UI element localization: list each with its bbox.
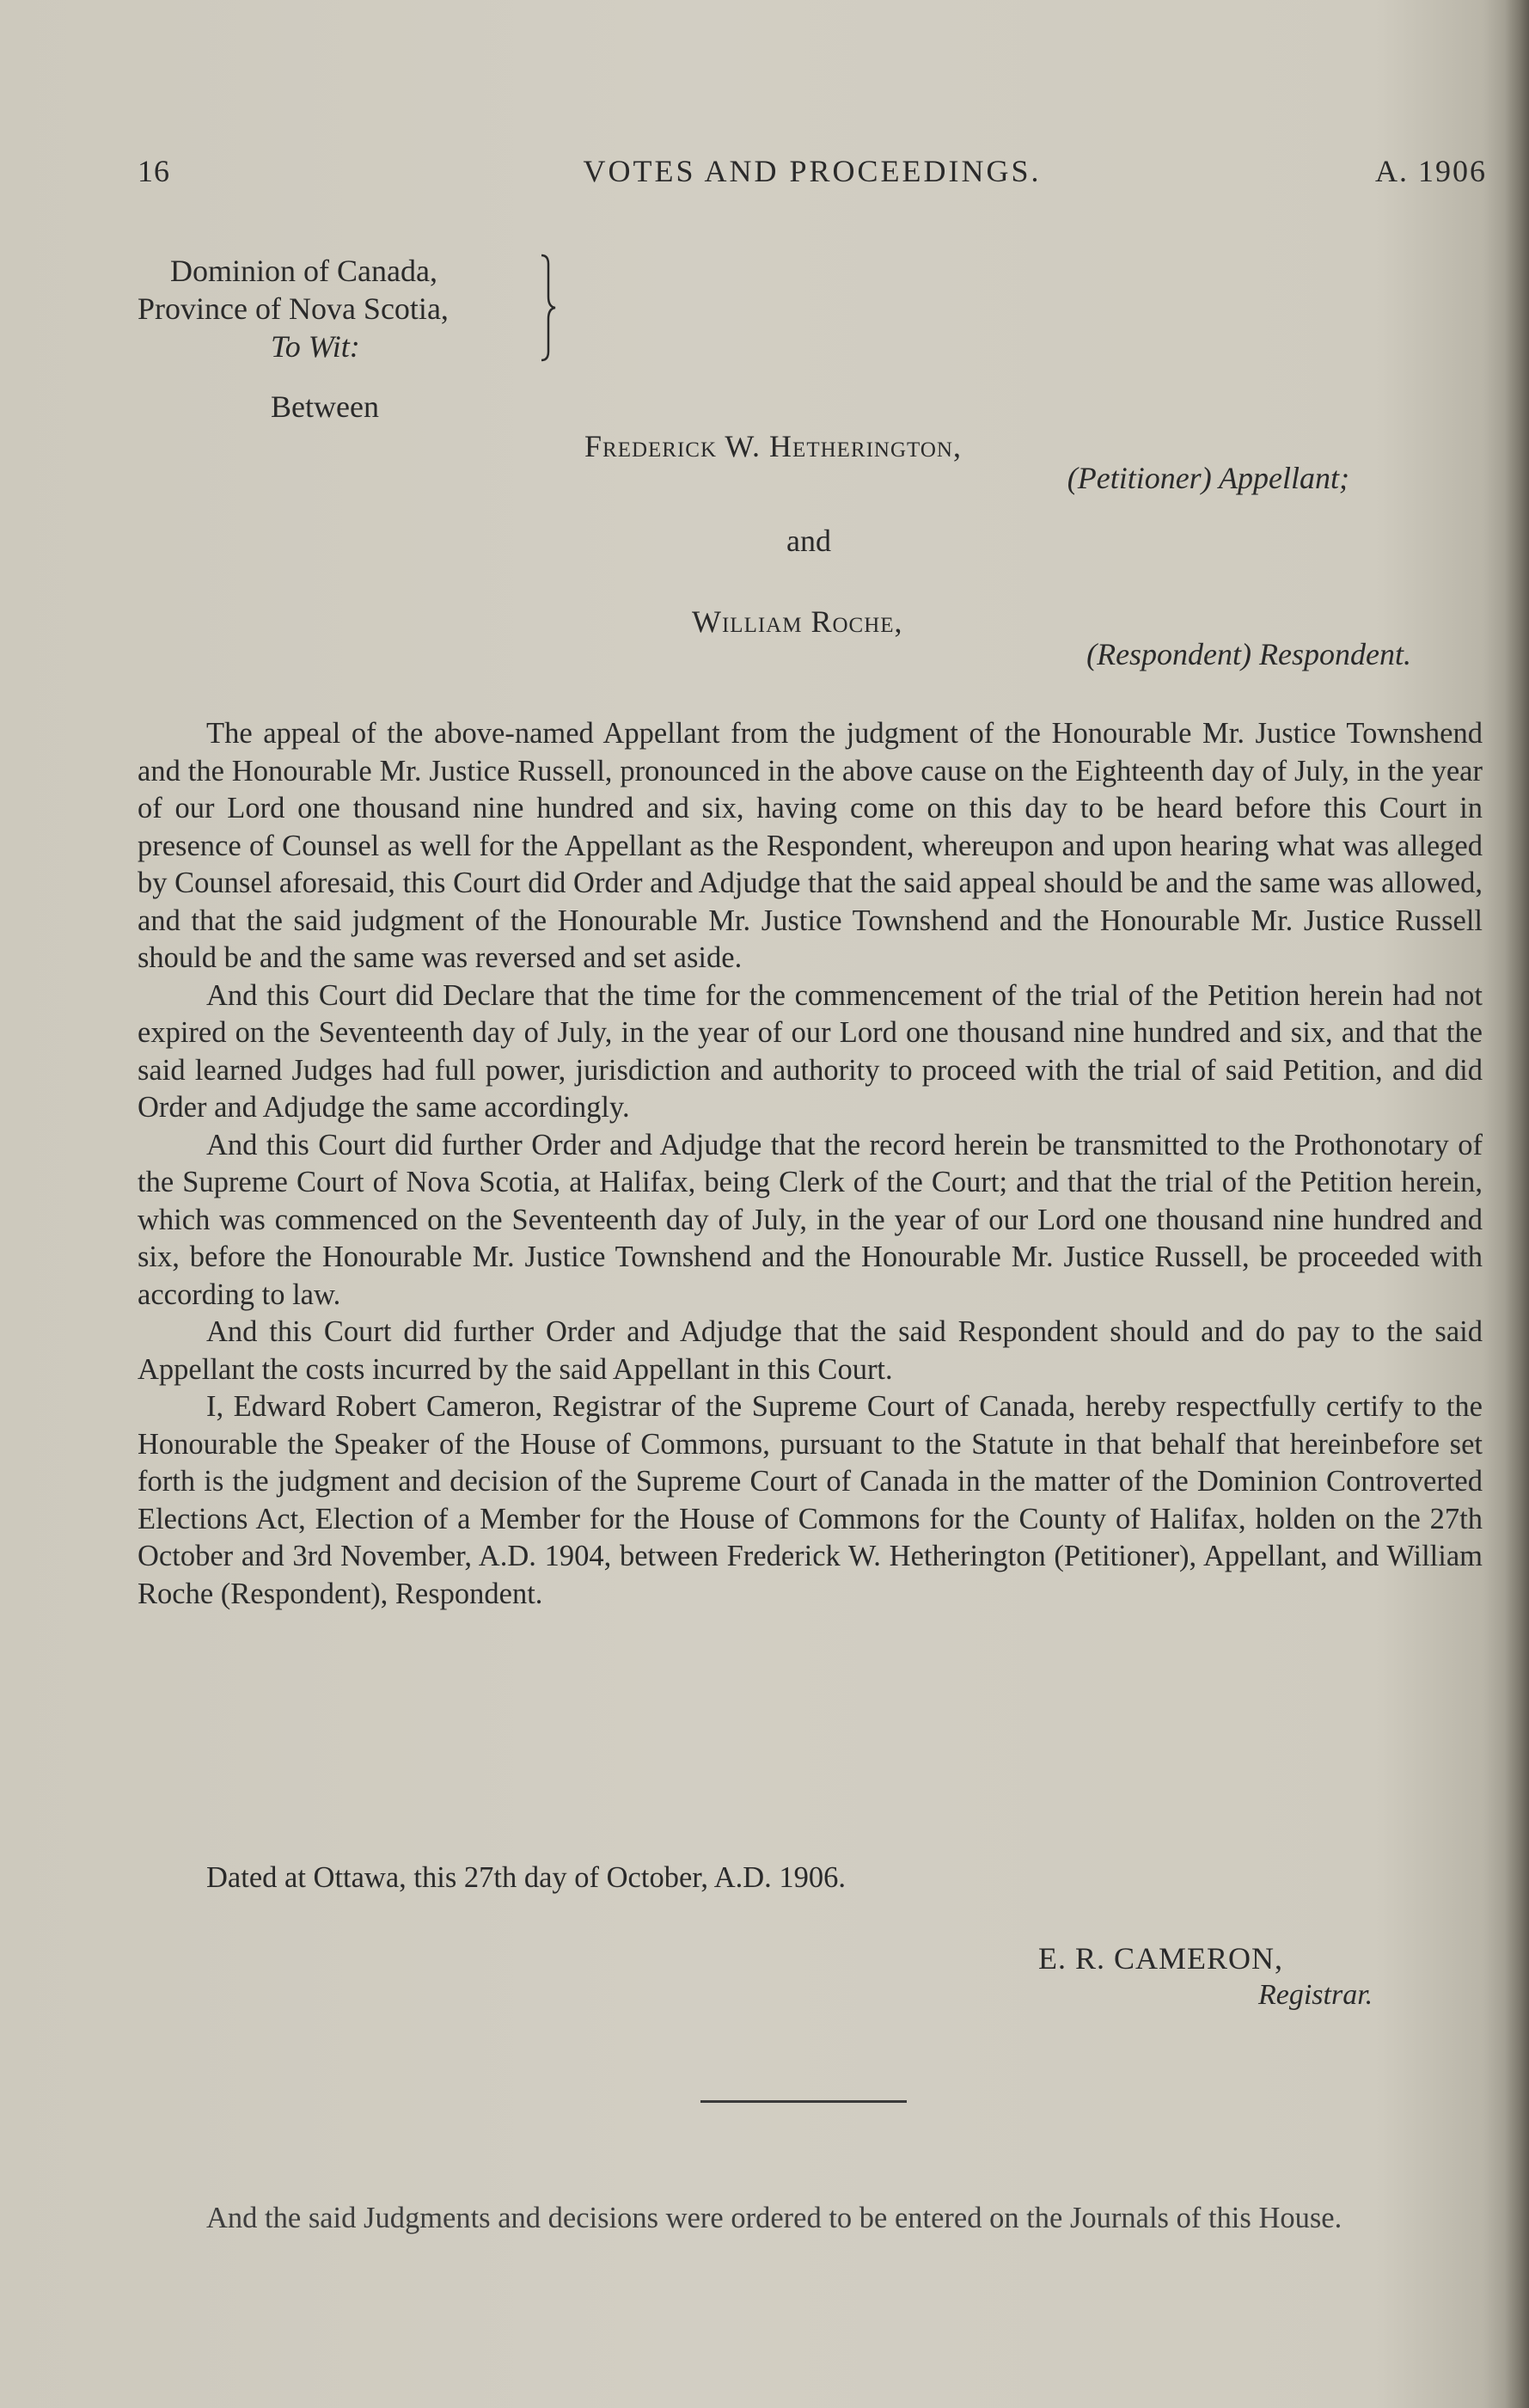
running-header: [138, 153, 1487, 196]
page-number: 16: [138, 154, 170, 188]
paragraph: And this Court did further Order and Adjudge that the record herein be transmitted to the Prothonotary of the Supreme Court of Nova Scotia, at Halifax, being Clerk of the Court; and that the trial of the Petition herein, which was commenced on the Seventeenth day of July, in the year of our Lord one thousand nine hundred and six, before the Honourable Mr. Justice Townshend and the Honourable Mr. Justice Russell, be proceeded with according to law.: [138, 1128, 1483, 1311]
venue-line-2: Province of Nova Scotia,: [138, 291, 449, 326]
venue-line-1: Dominion of Canada,: [170, 254, 437, 288]
paragraph: And this Court did further Order and Adjudge that the said Respondent should and do pay to the said Appellant the costs incurred by the said Appellant in this Court.: [138, 1315, 1483, 1386]
footer-note: [138, 2198, 1474, 2238]
venue-line-3: To Wit:: [271, 329, 360, 364]
page-edge-shadow: [1505, 0, 1529, 2408]
venue-brace: [540, 252, 557, 362]
signature-title: Registrar.: [1258, 1979, 1373, 2011]
respondent-role: (Respondent) Respondent.: [1086, 637, 1411, 671]
between-label: Between: [271, 389, 379, 424]
venue-block: [138, 252, 449, 365]
respondent-name: William Roche,: [692, 604, 903, 639]
brace-icon: [540, 252, 559, 364]
paragraph: I, Edward Robert Cameron, Registrar of the Supreme Court of Canada, hereby respectfully certify to the Honourable the Speaker of the House of Commons, pursuant to the Statute in that behalf that hereinbefore set forth is the judgment and decision of the Supreme Court of Canada in the matter of the Dominion Controverted Elections Act, Election of a Member for the House of Commons for the County of Halifax, holden on the 27th October and 3rd November, A.D. 1904, between Frederick W. Hetherington (Petitioner), Appellant, and William Roche (Respondent), Respondent.: [138, 1390, 1483, 1610]
paragraph: The appeal of the above-named Appellant from the judgment of the Honourable Mr. Justice Townshend and the Honourable Mr. Justice Russell, pronounced in the above cause on the Eighteenth day of July, in the year of our Lord one thousand nine hundred and six, having come on this day to be heard before this Court in presence of Counsel as well for the Appellant as the Respondent, whereupon and upon hearing what was alleged by Counsel aforesaid, this Court did Order and Adjudge that the said appeal should be and the same was allowed, and that the said judgment of the Honourable Mr. Justice Townshend and the Honourable Mr. Justice Russell should be and the same was reversed and set aside.: [138, 717, 1483, 974]
signature-name: E. R. CAMERON,: [1038, 1941, 1284, 1976]
paragraph: And this Court did Declare that the time for the commencement of the trial of the Petition herein had not expired on the Seventeenth day of July, in the year of our Lord one thousand nine hundred and six, and that the said learned Judges had full power, jurisdiction and authority to proceed with the trial of said Petition, and did Order and Adjudge the same accordingly.: [138, 978, 1483, 1124]
dated-line: Dated at Ottawa, this 27th day of October, A.D. 1906.: [206, 1861, 847, 1894]
footer-paragraph: And the said Judgments and decisions were ordered to be entered on the Journals of this House.: [206, 2202, 1342, 2234]
appellant-name: Frederick W. Hetherington,: [584, 429, 962, 463]
header-year: A. 1906: [1375, 154, 1487, 188]
judgment-text: [138, 715, 1483, 1613]
appellant-role: (Petitioner) Appellant;: [1067, 461, 1349, 495]
header-title: VOTES AND PROCEEDINGS.: [583, 154, 1042, 188]
divider-rule: [700, 2100, 907, 2103]
and-label: and: [786, 524, 831, 558]
